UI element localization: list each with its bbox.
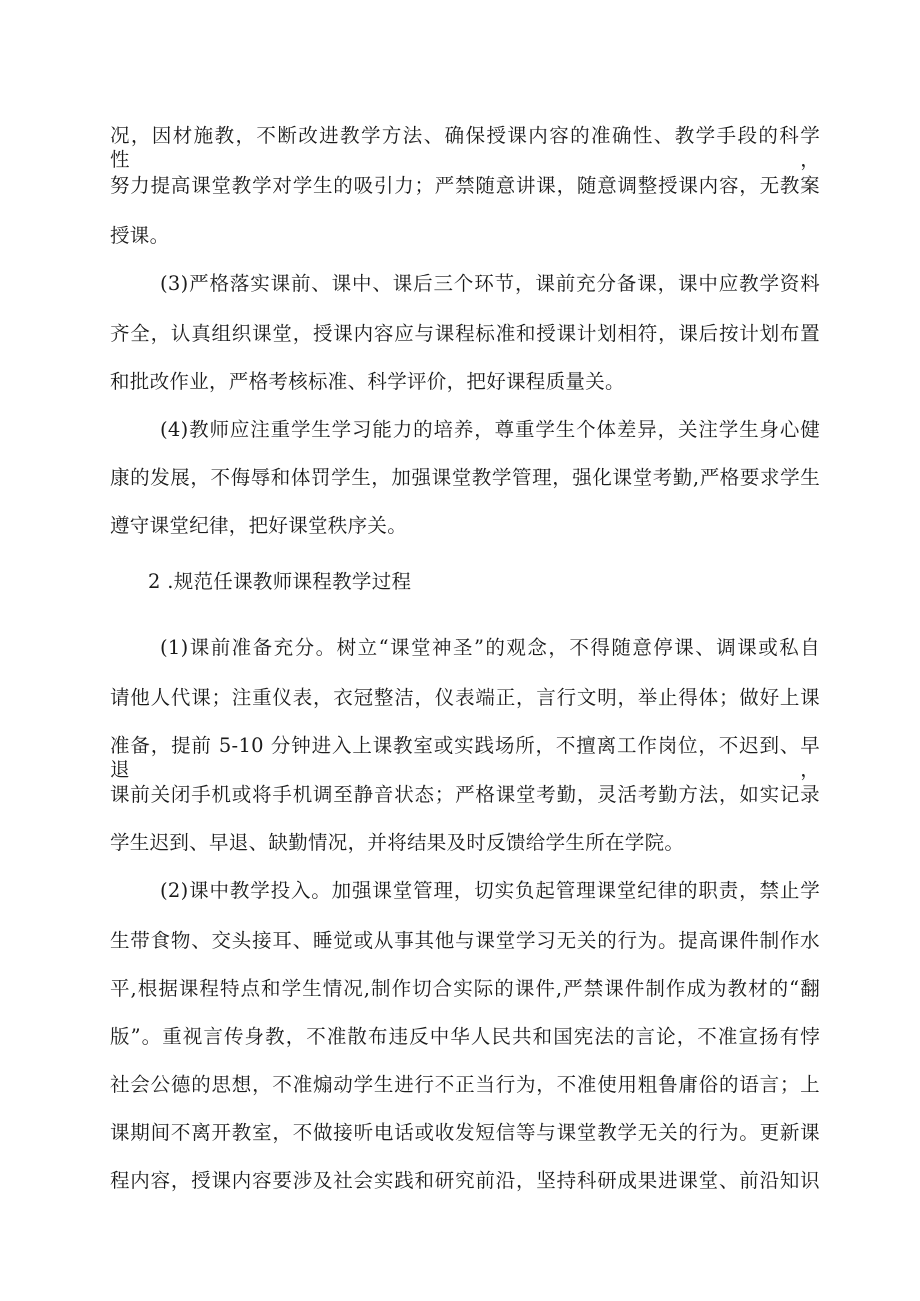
text-line: 课期间不离开教室，不做接听电话或收发短信等与课堂教学无关的行为。更新课 (110, 1121, 820, 1144)
text-line: 康的发展，不侮辱和体罚学生，加强课堂教学管理，强化课堂考勤,严格要求学生 (110, 466, 820, 489)
paragraph-start: (2)课中教学投入。加强课堂管理，切实负起管理课堂纪律的职责，禁止学 (160, 879, 820, 902)
paragraph-start: (4)教师应注重学生学习能力的培养，尊重学生个体差异，关注学生身心健 (160, 418, 820, 441)
text-line: 程内容，授课内容要涉及社会实践和研究前沿，坚持科研成果进课堂、前沿知识 (110, 1169, 820, 1192)
text-line: 准备，提前 5-10 分钟进入上课教室或实践场所，不擅离工作岗位，不迟到、早退， (110, 734, 820, 781)
paragraph-start: (3)严格落实课前、课中、课后三个环节，课前充分备课，课中应教学资料 (160, 272, 820, 295)
text-line: 请他人代课；注重仪表，衣冠整洁，仪表端正，言行文明，举止得体；做好上课 (110, 686, 820, 709)
text-line: 社会公德的思想，不准煽动学生进行不正当行为，不准使用粗鲁庸俗的语言；上 (110, 1073, 820, 1096)
section-heading: 2 .规范任课教师课程教学过程 (148, 570, 412, 593)
text-line: 努力提高课堂教学对学生的吸引力；严禁随意讲课，随意调整授课内容，无教案 (110, 174, 820, 197)
text-line: 平,根据课程特点和学生情况,制作切合实际的课件,严禁课件制作成为教材的“翻 (110, 977, 820, 1000)
text-line: 课前关闭手机或将手机调至静音状态；严格课堂考勤，灵活考勤方法，如实记录 (110, 783, 820, 806)
text-line: 授课。 (110, 224, 170, 247)
text-line: 版”。重视言传身教，不准散布违反中华人民共和国宪法的言论，不准宣扬有悖 (110, 1025, 820, 1048)
paragraph-start: (1)课前准备充分。树立“课堂神圣”的观念，不得随意停课、调课或私自 (160, 636, 820, 659)
text-line: 况，因材施教，不断改进教学方法、确保授课内容的准确性、教学手段的科学性， (110, 124, 820, 171)
text-line: 生带食物、交头接耳、睡觉或从事其他与课堂学习无关的行为。提高课件制作水 (110, 929, 820, 952)
text-line: 遵守课堂纪律，把好课堂秩序关。 (110, 514, 408, 537)
text-line: 学生迟到、早退、缺勤情况，并将结果及时反馈给学生所在学院。 (110, 831, 685, 854)
text-line: 齐全，认真组织课堂，授课内容应与课程标准和授课计划相符，课后按计划布置 (110, 322, 820, 345)
text-line: 和批改作业，严格考核标准、科学评价，把好课程质量关。 (110, 370, 625, 393)
